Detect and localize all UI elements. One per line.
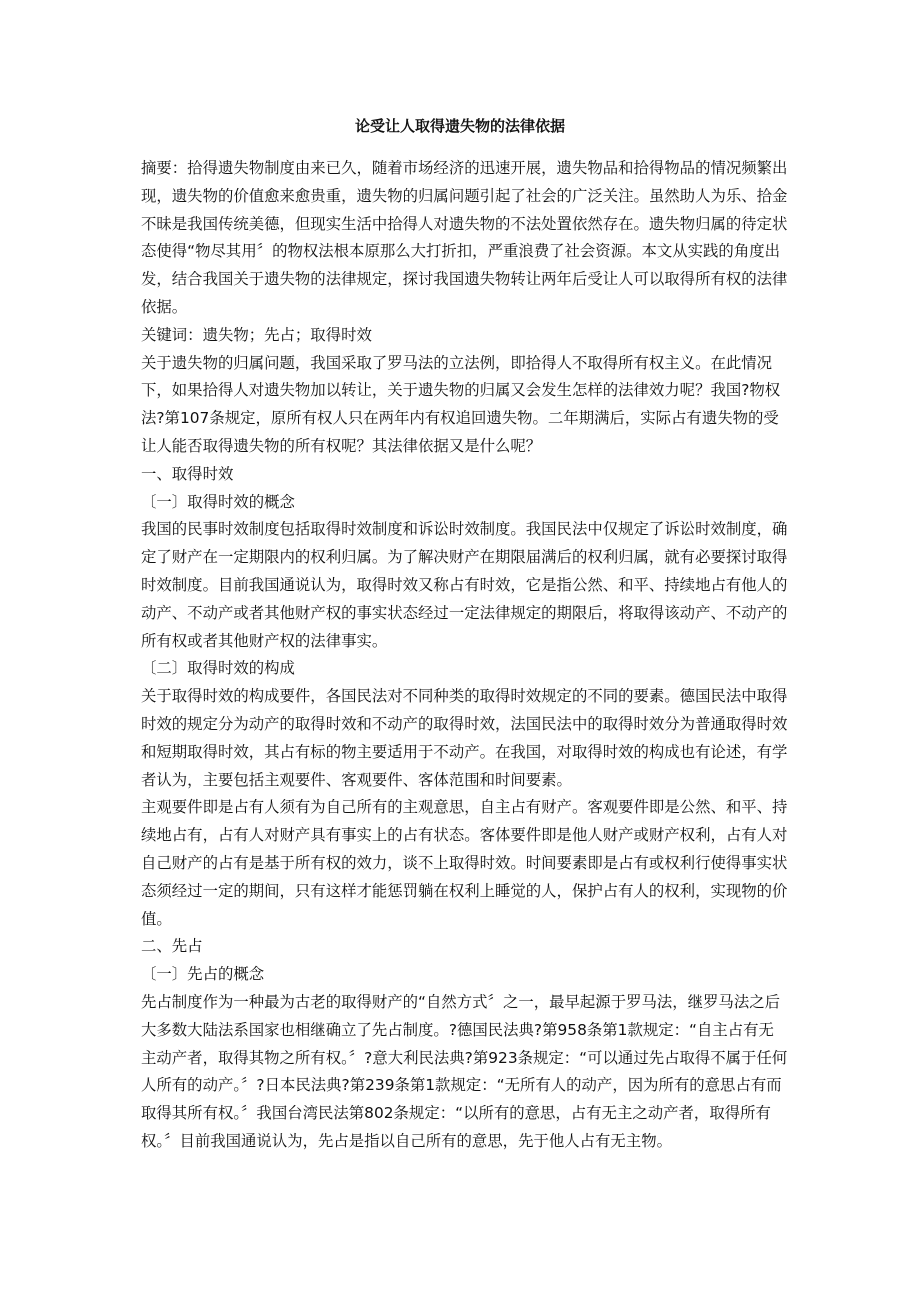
body-paragraph: 主观要件即是占有人须有为自己所有的主观意思，自主占有财产。客观要件即是公然、和平、持续地占有，占有人对财产具有事实上的占有状态。客体要件即是他人财产或财产权利，占有人对自己财产的占有是基于所有权的效力，谈不上取得时效。时间要素即是占有或权利行使得事实状态须经过一定的期间，只有这样才能惩罚躺在权利上睡觉的人，保护占有人的权利，实现物的价值。 [141,798,788,928]
body-paragraph: 我国的民事时效制度包括取得时效制度和诉讼时效制度。我国民法中仅规定了诉讼时效制度，确定了财产在一定期限内的权利归属。为了解决财产在期限届满后的权利归属，就有必要探讨取得时效制度。目前我国通说认为，取得时效又称占有时效，它是指公然、和平、持续地占有他人的动产、不动产或者其他财产权的事实状态经过一定法律规定的期限后，将取得该动产、不动产的所有权或者其他财产权的法律事实。 [141,520,788,650]
document-body [141,155,789,1156]
section-heading-acquisitive-prescription: 一、取得时效 [141,464,234,483]
intro-paragraph: 关于遗失物的归属问题，我国采取了罗马法的立法例，即拾得人不取得所有权主义。在此情况下，如果拾得人对遗失物加以转让，关于遗失物的归属又会发生怎样的法律效力呢？我国?物权法?第107条规定，原所有权人只在两年内有权追回遗失物。二年期满后，实际占有遗失物的受让人能否取得遗失物的所有权呢？其法律依据又是什么呢？ [141,353,781,455]
document-title: 论受让人取得遗失物的法律依据 [354,117,565,135]
body-paragraph: 先占制度作为一种最为古老的取得财产的“自然方式〞之一，最早起源于罗马法，继罗马法之后大多数大陆法系国家也相继确立了先占制度。?德国民法典?第958条第1款规定：“自主占有无主动产者，取得其物之所有权。〞?意大利民法典?第923条规定：“可以通过先占取得不属于任何人所有的动产。〞?日本民法典?第239条第1款规定：“无所有人的动产，因为所有的意思占有而取得其所有权。〞我国台湾民法第802条规定：“以所有的意思，占有无主之动产者，取得所有权。〞目前我国通说认为，先占是指以自己所有的意思，先于他人占有无主物。 [141,992,788,1150]
keywords-line: 关键词：遗失物；先占；取得时效 [141,325,372,344]
subsection-heading-occupancy-concept: 〔一〕先占的概念 [141,965,265,984]
subsection-heading-concept: 〔一〕取得时效的概念 [141,492,295,511]
subsection-heading-composition: 〔二〕取得时效的构成 [141,659,295,678]
abstract-paragraph: 摘要：拾得遗失物制度由来已久，随着市场经济的迅速开展，遗失物品和拾得物品的情况频繁出现，遗失物的价值愈来愈贵重，遗失物的归属问题引起了社会的广泛关注。虽然助人为乐、拾金不昧是我国传统美德，但现实生活中拾得人对遗失物的不法处置依然存在。遗失物归属的待定状态使得“物尽其用〞的物权法根本原那么大打折扣，严重浪费了社会资源。本文从实践的角度出发，结合我国关于遗失物的法律规定，探讨我国遗失物转让两年后受让人可以取得所有权的法律依据。 [141,159,788,316]
section-heading-occupancy: 二、先占 [141,937,203,956]
body-paragraph: 关于取得时效的构成要件，各国民法对不同种类的取得时效规定的不同的要素。德国民法中取得时效的规定分为动产的取得时效和不动产的取得时效，法国民法中的取得时效分为普通取得时效和短期取得时效，其占有标的物主要适用于不动产。在我国，对取得时效的构成也有论述，有学者认为，主要包括主观要件、客观要件、客体范围和时间要素。 [141,687,788,789]
